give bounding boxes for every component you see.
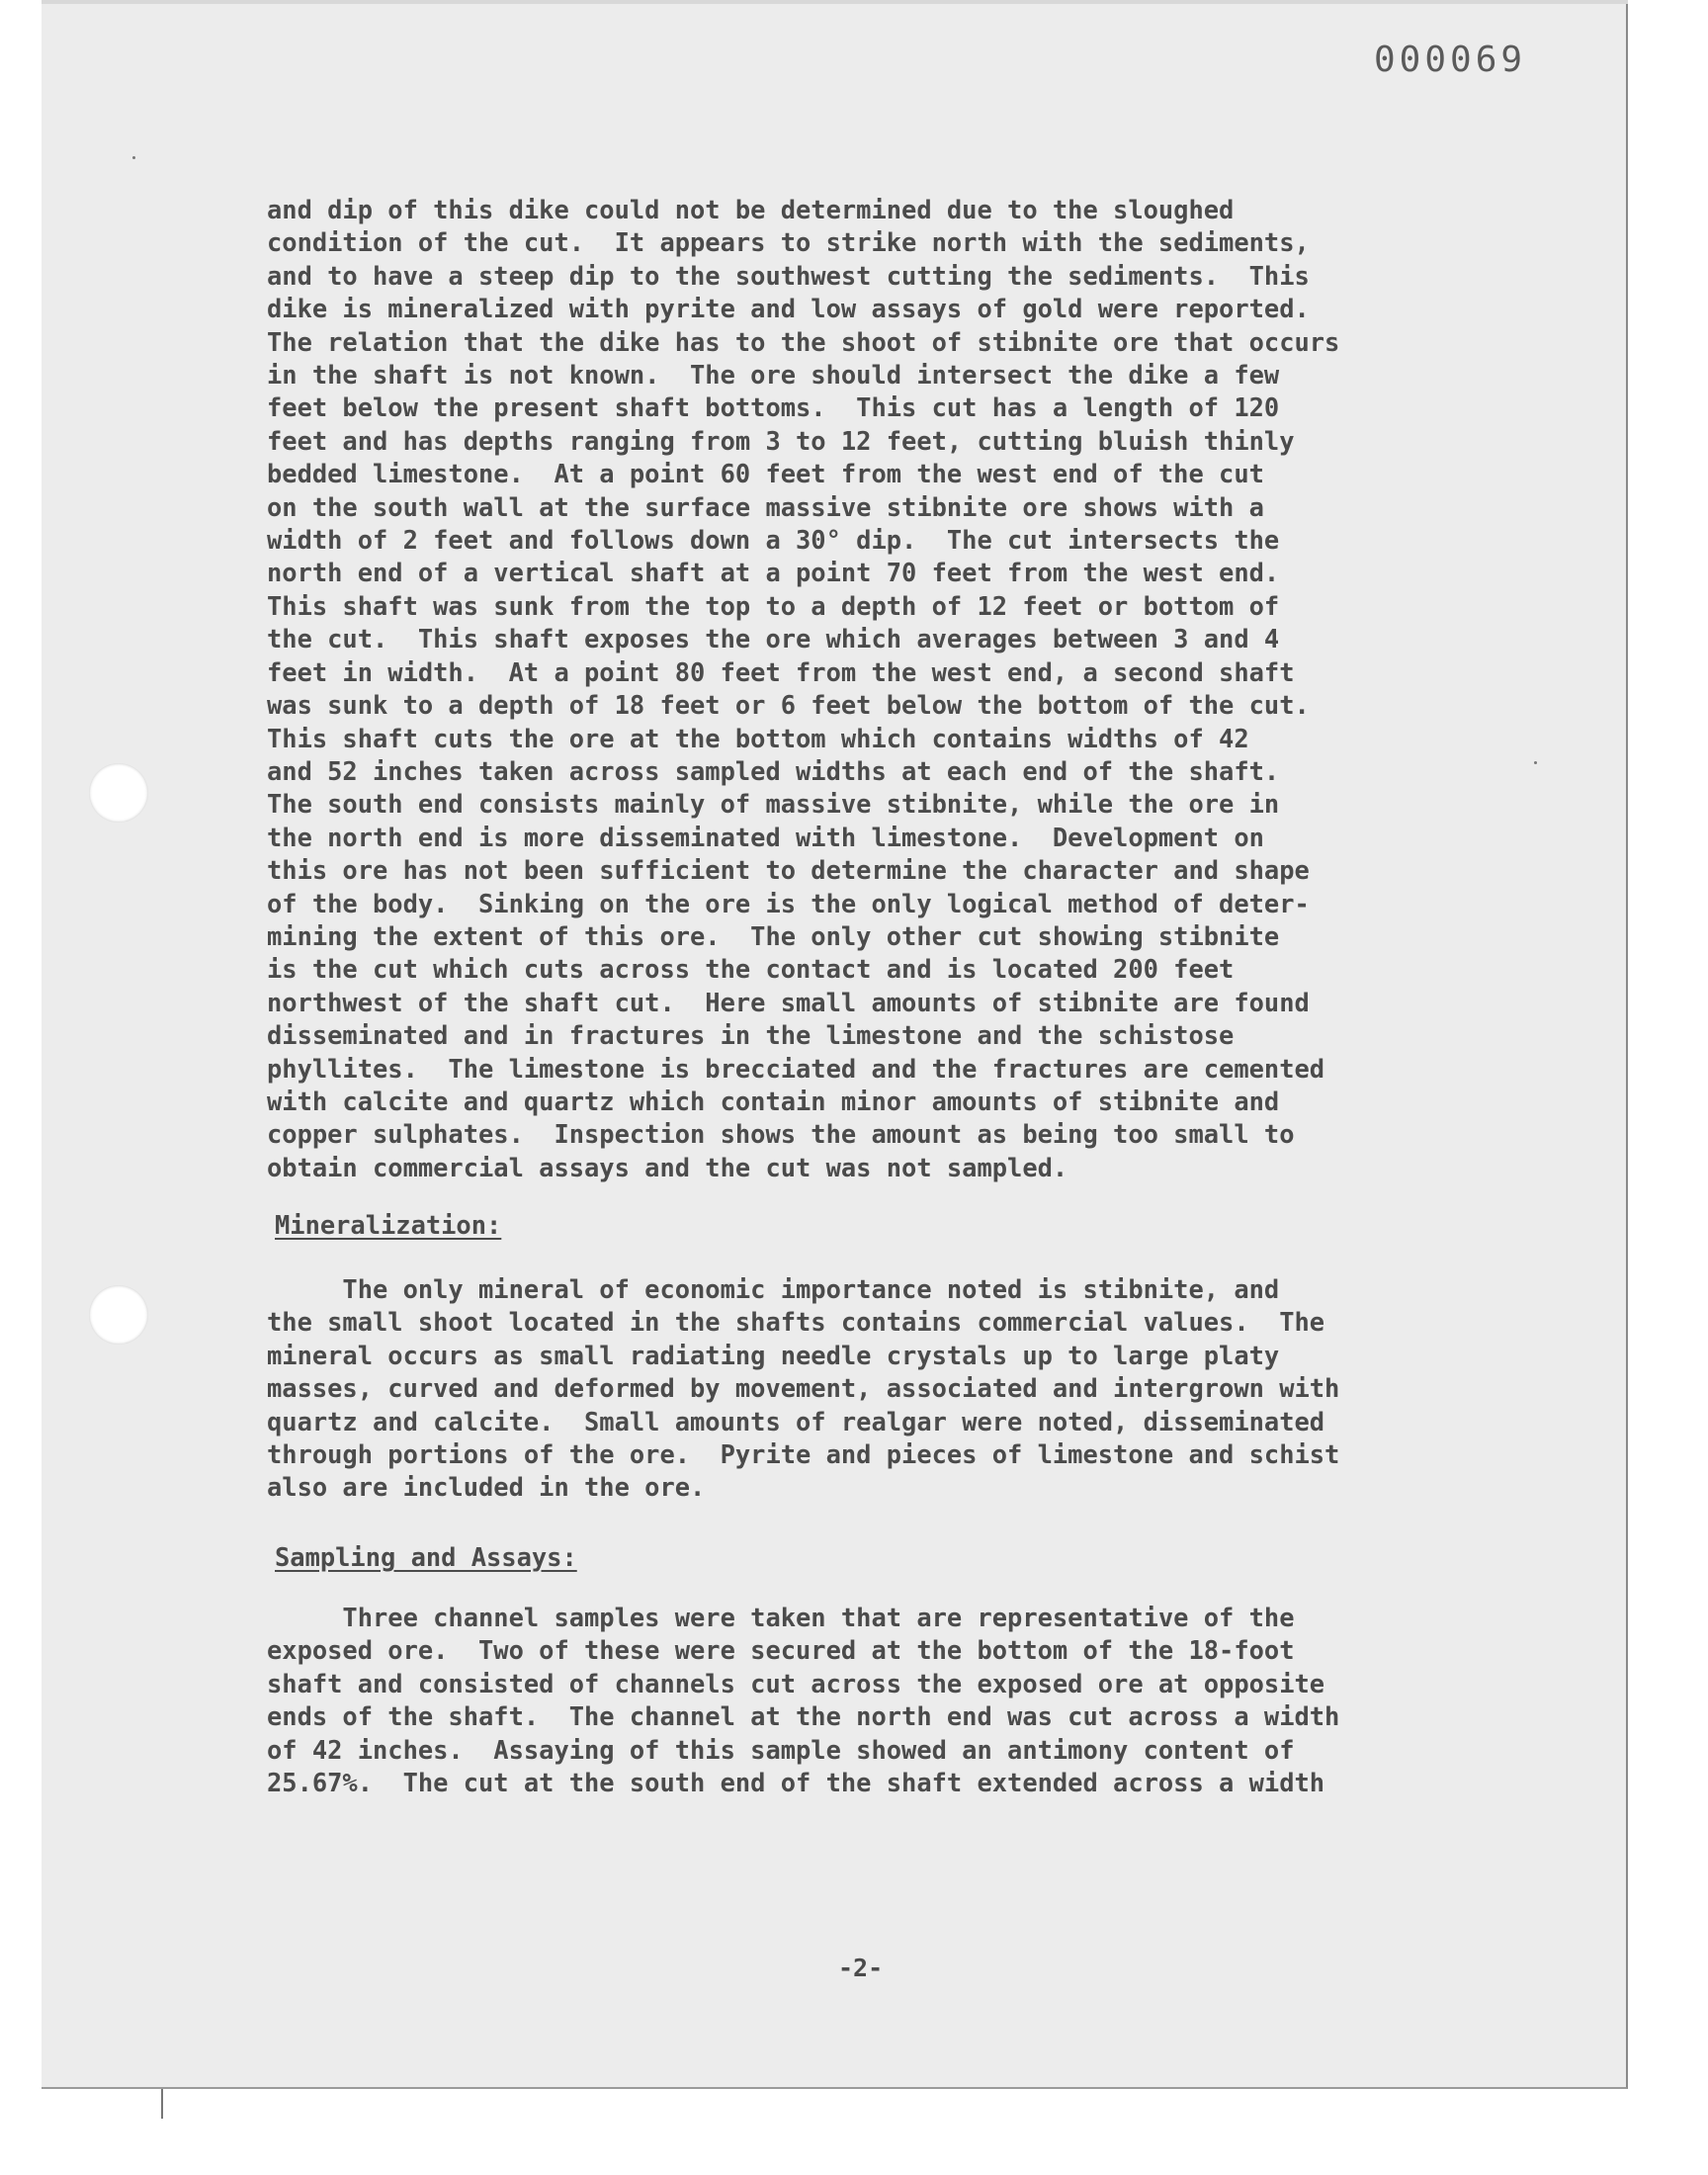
page-top-edge — [42, 0, 1628, 4]
scan-speck — [132, 156, 135, 159]
punch-hole — [89, 763, 148, 823]
scan-edge-mark — [161, 2089, 163, 2119]
page-number: -2- — [838, 1954, 884, 1982]
heading-sampling-assays: Sampling and Assays: — [275, 1542, 577, 1572]
paragraph-sampling: Three channel samples were taken that are representative of the exposed ore. Two of these were secured at the bottom of the 18-foot shaft and consisted of channels cut across the exposed ore at opposite ends of the shaft. The channel at the north end was cut across a width of 42 inches. Assaying of this sample showed an antimony content of 25.67%. The cut at the south end of the shaft extended across a width — [267, 1603, 1340, 1798]
document-number: 000069 — [1374, 40, 1527, 80]
paragraph-continuation: and dip of this dike could not be determined due to the sloughed condition of the cut. It appears to strike north with the sediments, and to have a steep dip to the southwest cutting the sediments. This dike is mineralized with pyrite and low assays of gold were reported. The relation that the dike has to the shoot of stibnite ore that occurs in the shaft is not known. The ore should intersect the dike a few feet below the present shaft bottoms. This cut has a length of 120 feet and has depths ranging from 3 to 12 feet, cutting bluish thinly bedded limestone. At a point 60 feet from the west end of the cut on the south wall at the surface massive stibnite ore shows with a width of 2 feet and follows down a 30° dip. The cut intersects the north end of a vertical shaft at a point 70 feet from the west end. This shaft was sunk from the top to a depth of 12 feet or bottom of the cut. This shaft exposes the ore which averages between 3 and 4 feet in width. At a point 80 feet from the west end, a second shaft was sunk to a depth of 18 feet or 6 feet below the bottom of the cut. This shaft cuts the ore at the bottom which contains widths of 42 and 52 inches taken across sampled widths at each end of the shaft. The south end consists mainly of massive stibnite, while the ore in the north end is more disseminated with limestone. Development on this ore has not been sufficient to determine the character and shape of the body. Sinking on the ore is the only logical method of deter- mining the extent of this ore. The only other cut showing stibnite is the cut which cuts across the contact and is located 200 feet northwest of the shaft cut. Here small amounts of stibnite are found disseminated and in fractures in the limestone and the schistose phyllites. The limestone is brecciated and the fractures are cemented with calcite and quartz which contain minor amounts of stibnite and copper sulphates. Inspection shows the amount as being too small to obtain commercial assays and the cut was not sampled. — [267, 195, 1340, 1182]
punch-hole — [89, 1285, 148, 1345]
scan-speck — [1534, 761, 1537, 764]
heading-mineralization: Mineralization: — [275, 1210, 502, 1240]
paragraph-mineralization: The only mineral of economic importance noted is stibnite, and the small shoot located in the shafts contains commercial values. The mineral occurs as small radiating needle crystals up to large platy masses, curved and deformed by movement, associated and intergrown with quartz and calcite. Small amounts of realgar were noted, disseminated through portions of the ore. Pyrite and pieces of limestone and schist also are included in the ore. — [267, 1274, 1340, 1503]
